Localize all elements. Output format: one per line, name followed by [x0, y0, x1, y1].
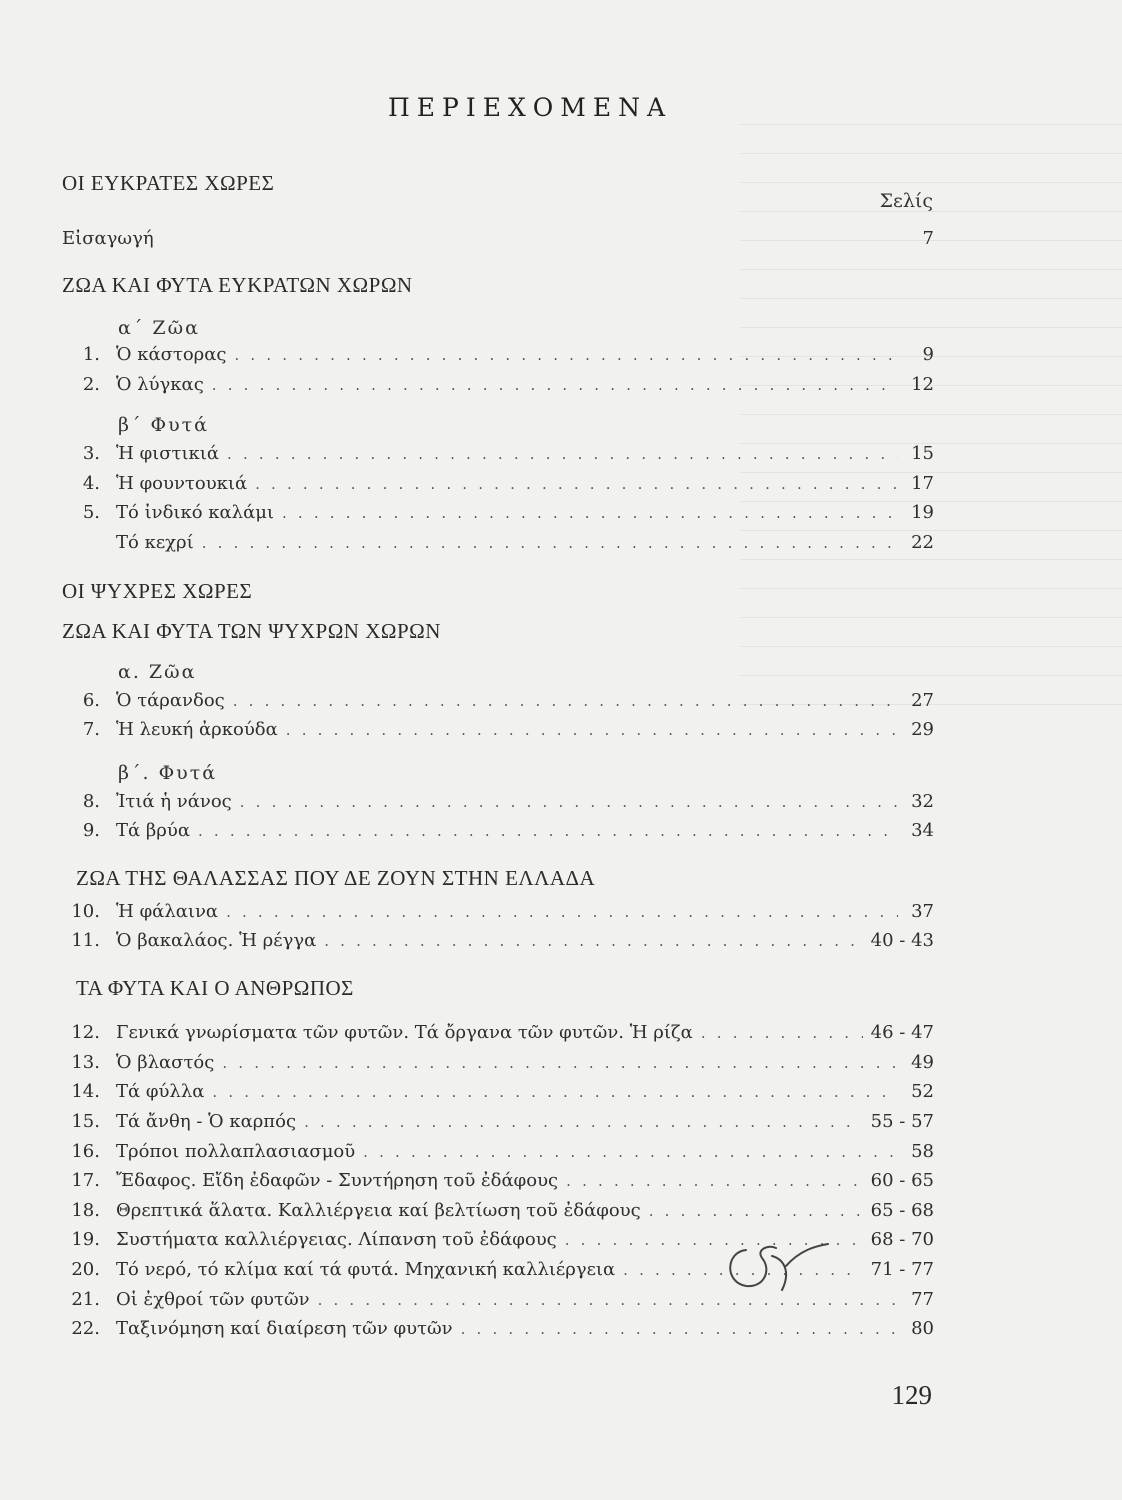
- toc-entry-label: Ὁ βλαστός: [116, 1052, 215, 1073]
- leader-dots: [198, 822, 898, 840]
- toc-entry-page: 29: [911, 719, 934, 740]
- toc-entry-label: Ἡ φάλαινα: [116, 901, 219, 922]
- toc-entry-label: Συστήματα καλλιέργειας. Λίπανση τοῦ ἐδάφους: [116, 1229, 557, 1250]
- column-header-page: Σελίς: [879, 190, 933, 212]
- toc-entry-label: Ὁ τάρανδος: [116, 690, 225, 711]
- toc-entry-label: Τό ἰνδικό καλάμι: [116, 502, 274, 523]
- leader-dots: [461, 1320, 898, 1338]
- toc-row: [50, 1111, 934, 1137]
- toc-entry-page: 17: [911, 473, 934, 494]
- toc-row: [50, 502, 934, 528]
- leader-dots: [240, 793, 898, 811]
- toc-entry-number: 7.: [82, 719, 100, 740]
- toc-row: [50, 1141, 934, 1167]
- toc-row: [50, 1170, 934, 1196]
- leader-dots: [701, 1024, 863, 1042]
- toc-entry-page: 80: [911, 1318, 934, 1339]
- toc-entry-label: Εἰσαγωγή: [62, 228, 154, 249]
- toc-entry-label: Ταξινόμηση καί διαίρεση τῶν φυτῶν: [116, 1318, 453, 1339]
- toc-entry-number: 5.: [82, 502, 100, 523]
- toc-entry-label: Γενικά γνωρίσματα τῶν φυτῶν. Τά ὄργανα τῶν φυτῶν. Ἡ ρίζα: [116, 1022, 693, 1043]
- toc-row: [50, 1081, 934, 1107]
- leader-dots: [286, 721, 898, 739]
- toc-entry-page: 71 - 77: [870, 1259, 934, 1280]
- toc-entry-page: 27: [911, 690, 934, 711]
- toc-entry-page: 34: [911, 820, 934, 841]
- toc-entry-page: 58: [911, 1141, 934, 1162]
- leader-dots: [282, 504, 898, 522]
- toc-entry-number: 9.: [82, 820, 100, 841]
- leader-dots: [222, 1054, 898, 1072]
- leader-dots: [324, 932, 862, 950]
- toc-entry-page: 65 - 68: [870, 1200, 934, 1221]
- toc-entry-page: 60 - 65: [870, 1170, 934, 1191]
- toc-entry-page: 12: [911, 374, 934, 395]
- section-heading-eukrates: ΟΙ ΕΥΚΡΑΤΕΣ ΧΩΡΕΣ: [62, 171, 275, 195]
- toc-entry-page: 37: [911, 901, 934, 922]
- leader-dots: [255, 475, 898, 493]
- toc-entry-number: 20.: [71, 1259, 100, 1280]
- leader-dots: [235, 346, 899, 364]
- toc-row: [50, 719, 934, 745]
- toc-entry-page: 9: [922, 344, 934, 365]
- toc-entry-page: 32: [911, 791, 934, 812]
- toc-entry-number: 2.: [82, 374, 100, 395]
- toc-entry-number: 14.: [71, 1081, 100, 1102]
- toc-entry-label: Ὁ κάστορας: [116, 344, 227, 365]
- section-heading-thalassas: ΖΩΑ ΤΗΣ ΘΑΛΑΣΣΑΣ ΠΟΥ ΔΕ ΖΟΥΝ ΣΤΗΝ ΕΛΛΑΔΑ: [76, 866, 596, 890]
- toc-entry-label: Τό νερό, τό κλίμα καί τά φυτά. Μηχανική καλλιέργεια: [116, 1259, 616, 1280]
- toc-entry-number: 8.: [82, 791, 100, 812]
- section-heading-zoa-fyta-eukraton: ΖΩΑ ΚΑΙ ΦΥΤΑ ΕΥΚΡΑΤΩΝ ΧΩΡΩΝ: [62, 273, 413, 297]
- toc-row: [50, 532, 934, 558]
- toc-entry-page: 46 - 47: [870, 1022, 934, 1043]
- toc-entry-number: 11.: [71, 930, 100, 951]
- toc-entry-number: 18.: [71, 1200, 100, 1221]
- toc-row: [50, 374, 934, 400]
- section-heading-psychres: ΟΙ ΨΥΧΡΕΣ ΧΩΡΕΣ: [62, 579, 253, 603]
- toc-entry-page: 7: [922, 228, 934, 249]
- leader-dots: [304, 1113, 863, 1131]
- toc-row: [50, 443, 934, 469]
- toc-entry-number: 15.: [71, 1111, 100, 1132]
- toc-entry-page: 52: [911, 1081, 934, 1102]
- toc-entry-number: 22.: [71, 1318, 100, 1339]
- leader-dots: [202, 534, 898, 552]
- toc-entry-number: 1.: [82, 344, 100, 365]
- toc-row-intro: [62, 228, 934, 254]
- toc-entry-label: Τρόποι πολλαπλασιασμοῦ: [116, 1141, 356, 1162]
- subsection-fyta-2: β΄. Φυτά: [118, 762, 218, 784]
- subsection-zoa-1: α΄ Ζῶα: [118, 317, 200, 339]
- toc-entry-page: 15: [911, 443, 934, 464]
- toc-entry-page: 55 - 57: [870, 1111, 934, 1132]
- leader-dots: [363, 1143, 898, 1161]
- toc-row: [50, 344, 934, 370]
- toc-entry-label: Τά ἄνθη - Ὁ καρπός: [116, 1111, 297, 1132]
- toc-row: [50, 820, 934, 846]
- toc-entry-number: 3.: [82, 443, 100, 464]
- leader-dots: [233, 692, 898, 710]
- subsection-zoa-2: α. Ζῶα: [118, 661, 197, 683]
- leader-dots: [566, 1172, 863, 1190]
- leader-dots: [649, 1202, 863, 1220]
- toc-entry-number: 16.: [71, 1141, 100, 1162]
- toc-entry-page: 77: [911, 1289, 934, 1310]
- toc-entry-number: 17.: [71, 1170, 100, 1191]
- toc-entry-number: 6.: [82, 690, 100, 711]
- toc-entry-label: Τά βρύα: [116, 820, 190, 841]
- toc-entry-number: 12.: [71, 1022, 100, 1043]
- toc-row: [50, 1022, 934, 1048]
- toc-entry-label: Τά φύλλα: [116, 1081, 205, 1102]
- toc-entry-page: 19: [911, 502, 934, 523]
- section-heading-fyta-anthropos: ΤΑ ΦΥΤΑ ΚΑΙ Ο ΑΝΘΡΩΠΟΣ: [76, 976, 354, 1000]
- toc-entry-label: Θρεπτικά ἅλατα. Καλλιέργεια καί βελτίωση τοῦ ἐδάφους: [116, 1200, 641, 1221]
- toc-row: [50, 930, 934, 956]
- toc-entry-label: Ὁ βακαλάος. Ἡ ρέγγα: [116, 930, 317, 951]
- toc-row: [50, 791, 934, 817]
- toc-entry-label: Ἰτιά ἡ νάνος: [116, 791, 232, 812]
- toc-entry-label: Ὁ λύγκας: [116, 374, 204, 395]
- page-title: ΠΕΡΙΕΧΟΜΕΝΑ: [387, 93, 673, 122]
- toc-entry-label: Τό κεχρί: [116, 532, 194, 553]
- subsection-fyta-1: β΄ Φυτά: [118, 414, 209, 436]
- leader-dots: [226, 903, 898, 921]
- toc-entry-page: 68 - 70: [870, 1229, 934, 1250]
- page-number: 129: [891, 1380, 932, 1410]
- pen-scribble: [716, 1230, 836, 1300]
- toc-row: [50, 1318, 934, 1344]
- toc-row: [50, 473, 934, 499]
- toc-entry-label: Ἡ λευκή ἀρκούδα: [116, 719, 278, 740]
- toc-entry-page: 49: [911, 1052, 934, 1073]
- toc-entry-label: Ἔδαφος. Εἴδη ἐδαφῶν - Συντήρηση τοῦ ἐδάφους: [116, 1170, 559, 1191]
- toc-entry-number: 19.: [71, 1229, 100, 1250]
- toc-row: [50, 690, 934, 716]
- toc-entry-label: Ἡ φιστικιά: [116, 443, 220, 464]
- section-heading-zoa-fyta-psychron: ΖΩΑ ΚΑΙ ΦΥΤΑ ΤΩΝ ΨΥΧΡΩΝ ΧΩΡΩΝ: [62, 619, 441, 643]
- toc-entry-page: 40 - 43: [870, 930, 934, 951]
- leader-dots: [212, 376, 898, 394]
- leader-dots: [212, 1083, 898, 1101]
- toc-row: [50, 901, 934, 927]
- toc-entry-number: 13.: [71, 1052, 100, 1073]
- toc-entry-number: 4.: [82, 473, 100, 494]
- toc-entry-label: Ἡ φουντουκιά: [116, 473, 248, 494]
- leader-dots: [227, 445, 898, 463]
- toc-row: [50, 1200, 934, 1226]
- toc-entry-label: Οἱ ἐχθροί τῶν φυτῶν: [116, 1289, 310, 1310]
- toc-entry-number: 21.: [71, 1289, 100, 1310]
- toc-entry-page: 22: [911, 532, 934, 553]
- toc-entry-number: 10.: [71, 901, 100, 922]
- toc-row: [50, 1052, 934, 1078]
